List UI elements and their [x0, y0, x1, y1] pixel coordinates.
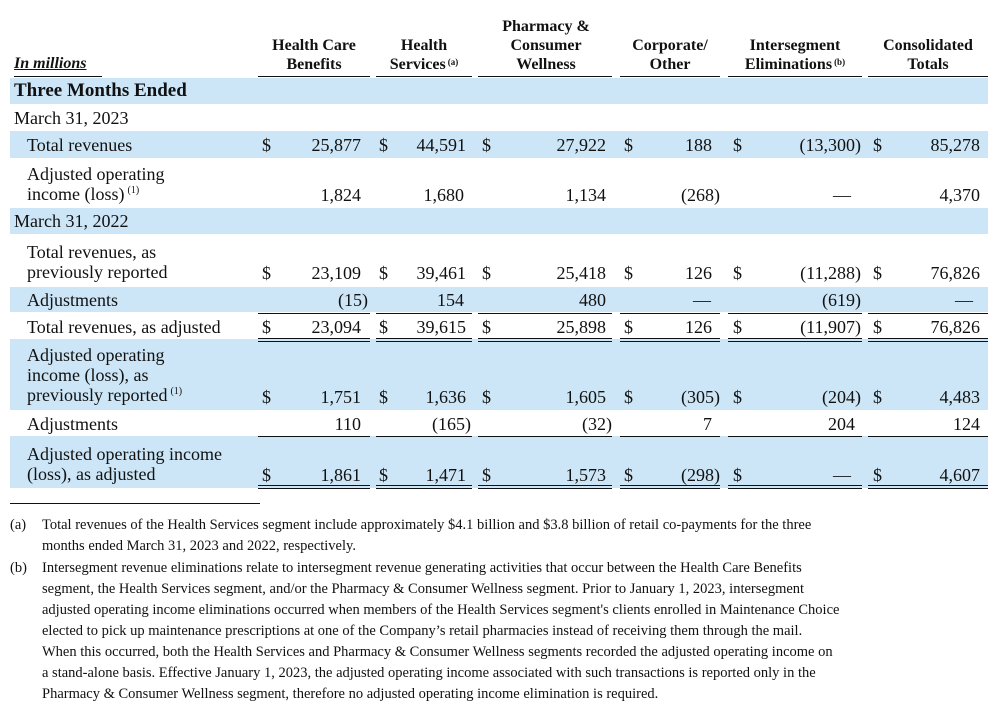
cell-value: 25,418: [556, 263, 606, 283]
cell-value: (13,300): [799, 135, 861, 155]
final-double-rule-2: [376, 485, 472, 489]
row-label-aoi-previously-reported: Adjusted operating income (loss), as previously reported $^{(1)}$: [27, 345, 183, 405]
cell-value: 76,826: [930, 317, 980, 337]
period-title: Three Months Ended: [14, 80, 187, 101]
currency-symbol: $: [379, 135, 388, 155]
row-label-revenues-as-adjusted: Total revenues, as adjusted: [27, 317, 221, 337]
cell-value: 126: [685, 317, 712, 337]
cell-value: 204: [828, 414, 855, 434]
footnote-line: a stand-alone basis. Effective January 1, 2023, the adjusted operating income associated with such transactions is reported only in the: [42, 665, 816, 681]
currency-symbol: $: [873, 387, 882, 407]
currency-symbol: $: [482, 263, 491, 283]
cell-value: 4,370: [939, 185, 980, 205]
cell-value: 44,591: [416, 135, 466, 155]
footnote-marker: (b): [10, 560, 27, 576]
header-rule-5: [728, 76, 862, 77]
currency-symbol: $: [262, 465, 271, 485]
band-march-2022: [10, 208, 988, 234]
cell-value: 1,824: [320, 185, 361, 205]
cell-value: (32): [582, 414, 612, 434]
cell-value: 27,922: [556, 135, 606, 155]
footnote-line: Intersegment revenue eliminations relate to intersegment revenue generating activities that occur between the Health Care Benefits: [42, 560, 802, 576]
unit-label-rule: [14, 76, 102, 77]
currency-symbol: $: [873, 263, 882, 283]
currency-symbol: $: [482, 135, 491, 155]
subtotal-rule-aoi-3: [478, 436, 612, 437]
cell-value: (11,907): [800, 317, 861, 337]
subtotal-rule-5: [728, 313, 862, 314]
currency-symbol: $: [482, 387, 491, 407]
cell-value: 25,898: [556, 317, 606, 337]
footnote-separator: [10, 503, 260, 504]
cell-value: 39,461: [416, 263, 466, 283]
final-double-rule-1: [258, 485, 370, 489]
currency-symbol: $: [482, 317, 491, 337]
subtotal-rule-aoi-6: [868, 436, 988, 437]
subtotal-rule-aoi-2: [376, 436, 472, 437]
footnote-line: Pharmacy & Consumer Wellness segment, therefore no adjusted operating income elimination is required.: [42, 686, 659, 702]
final-double-rule-4: [620, 485, 720, 489]
currency-symbol: $: [262, 263, 271, 283]
subtotal-rule-6: [868, 313, 988, 314]
cell-value: (305): [681, 387, 720, 407]
cell-value: 39,615: [416, 317, 466, 337]
currency-symbol: $: [262, 135, 271, 155]
currency-symbol: $: [873, 465, 882, 485]
currency-symbol: $: [624, 317, 633, 337]
subtotal-rule-aoi-4: [620, 436, 720, 437]
cell-value: 188: [685, 135, 712, 155]
header-rule-3: [478, 76, 612, 77]
currency-symbol: $: [379, 387, 388, 407]
footnote-line: When this occurred, both the Health Services and Pharmacy & Consumer Wellness segments recorded the adjusted operating income on: [42, 644, 833, 660]
cell-value: —: [693, 290, 711, 310]
cell-value: 25,877: [311, 135, 361, 155]
currency-symbol: $: [379, 263, 388, 283]
cell-value: 85,278: [930, 135, 980, 155]
cell-value: 480: [579, 290, 606, 310]
footnote-line: months ended March 31, 2023 and 2022, respectively.: [42, 538, 356, 554]
currency-symbol: $: [262, 387, 271, 407]
cell-value: 1,680: [423, 185, 464, 205]
cell-value: 23,094: [311, 317, 361, 337]
final-double-rule-6: [868, 485, 988, 489]
cell-value: (15): [338, 290, 368, 310]
currency-symbol: $: [733, 465, 742, 485]
header-rule-2: [376, 76, 472, 77]
unit-label: In millions: [14, 55, 87, 72]
cell-value: (204): [822, 387, 861, 407]
footnote-b: [10, 558, 990, 708]
col-header-intersegment-eliminations: Intersegment Eliminations $^{(b)}$: [744, 37, 846, 73]
subtotal-rule-aoi-1: [258, 436, 370, 437]
footnote-line: elected to pick up maintenance prescriptions at one of the Company’s retail pharmacies instead of receiving them through the mail.: [42, 623, 803, 639]
section-march-2022: March 31, 2022: [14, 211, 129, 231]
col-header-corporate-other: Corporate/ Other: [632, 37, 708, 73]
footnote-a: [10, 515, 990, 557]
cell-value: 1,573: [565, 465, 606, 485]
cell-value: 1,751: [320, 387, 361, 407]
subtotal-rule-4: [620, 313, 720, 314]
footnote-line: segment, the Health Services segment, and/or the Pharmacy & Consumer Wellness segment. Prior to January 1, 2023, intersegment: [42, 581, 805, 597]
total-double-rule-6: [868, 338, 988, 342]
currency-symbol: $: [733, 135, 742, 155]
currency-symbol: $: [873, 135, 882, 155]
total-double-rule-2: [376, 338, 472, 342]
cell-value: 154: [437, 290, 464, 310]
currency-symbol: $: [379, 465, 388, 485]
total-double-rule-1: [258, 338, 370, 342]
row-label-revenue-adjustments: Adjustments: [27, 290, 119, 310]
currency-symbol: $: [624, 465, 633, 485]
row-label-aoi-adjustments: Adjustments: [27, 414, 119, 434]
cell-value: 110: [334, 414, 361, 434]
cell-value: 1,605: [565, 387, 606, 407]
total-double-rule-4: [620, 338, 720, 342]
currency-symbol: $: [624, 387, 633, 407]
cell-value: 7: [703, 414, 712, 434]
cell-value: 4,607: [939, 465, 980, 485]
cell-value: 1,636: [425, 387, 466, 407]
cell-value: (619): [822, 290, 861, 310]
row-label-total-revenues-2023: Total revenues: [27, 135, 133, 155]
currency-symbol: $: [733, 263, 742, 283]
subtotal-rule-1: [258, 313, 370, 314]
currency-symbol: $: [624, 135, 633, 155]
cell-value: 76,826: [930, 263, 980, 283]
section-march-2023: March 31, 2023: [14, 108, 129, 128]
total-double-rule-5: [728, 338, 862, 342]
cell-value: 23,109: [311, 263, 361, 283]
cell-value: (11,288): [800, 263, 861, 283]
currency-symbol: $: [379, 317, 388, 337]
currency-symbol: $: [873, 317, 882, 337]
cell-value: 126: [685, 263, 712, 283]
cell-value: (165): [432, 414, 471, 434]
cell-value: 4,483: [939, 387, 980, 407]
row-label-revenues-previously-reported: Total revenues, as previously reported: [27, 242, 168, 282]
currency-symbol: $: [624, 263, 633, 283]
cell-value: 1,134: [565, 185, 606, 205]
subtotal-rule-aoi-5: [728, 436, 862, 437]
row-label-aoi-2023: Adjusted operating income (loss) $^{(1)}$: [27, 164, 165, 204]
cell-value: —: [833, 185, 851, 205]
total-double-rule-3: [478, 338, 612, 342]
col-header-health-services: Health Services $^{(a)}$: [389, 37, 459, 73]
footnote-line: adjusted operating income eliminations occurred when members of the Health Services segment's clients enrolled in Maintenance Choice: [42, 602, 840, 618]
col-header-health-care-benefits: Health Care Benefits: [272, 37, 356, 73]
subtotal-rule-2: [376, 313, 472, 314]
row-label-aoi-as-adjusted: Adjusted operating income (loss), as adjusted: [27, 444, 222, 484]
col-header-consolidated-totals: Consolidated Totals: [883, 37, 973, 73]
currency-symbol: $: [733, 387, 742, 407]
col-header-pharmacy-consumer-wellness: Pharmacy & Consumer Wellness: [502, 18, 590, 73]
footnote-marker: (a): [10, 517, 27, 533]
cell-value: (298): [681, 465, 720, 485]
subtotal-rule-3: [478, 313, 612, 314]
header-rule-6: [868, 76, 988, 77]
currency-symbol: $: [733, 317, 742, 337]
currency-symbol: $: [262, 317, 271, 337]
footnote-line: Total revenues of the Health Services segment include approximately $4.1 billion and $3.8 billion of retail co-payments for the three: [42, 517, 812, 533]
currency-symbol: $: [482, 465, 491, 485]
header-rule-1: [258, 76, 370, 77]
header-rule-4: [620, 76, 720, 77]
final-double-rule-3: [478, 485, 612, 489]
final-double-rule-5: [728, 485, 862, 489]
cell-value: (268): [681, 185, 720, 205]
cell-value: 1,861: [320, 465, 361, 485]
cell-value: —: [833, 465, 851, 485]
cell-value: —: [955, 290, 973, 310]
cell-value: 124: [953, 414, 980, 434]
cell-value: 1,471: [425, 465, 466, 485]
